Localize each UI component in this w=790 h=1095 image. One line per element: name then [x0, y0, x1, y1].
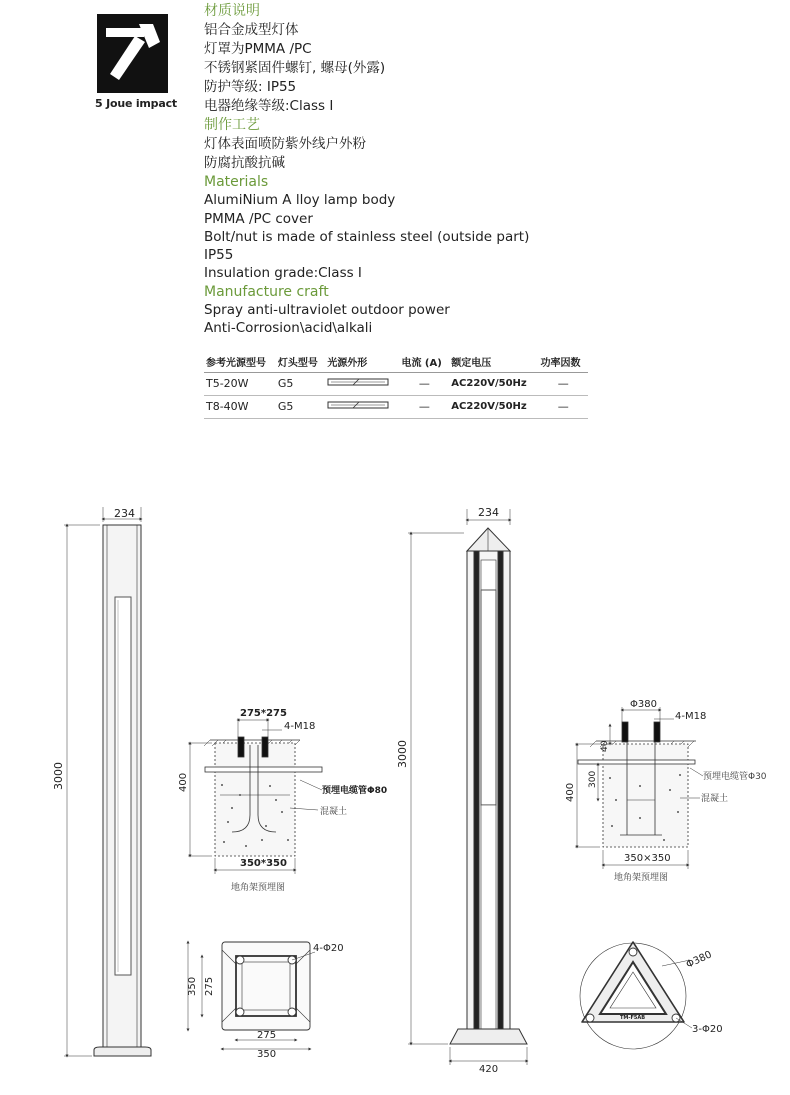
column-header: 参考光源型号 — [204, 352, 276, 373]
cn-material-line: 铝合金成型灯体 — [204, 22, 299, 38]
en-craft-line: Anti-Corrosion\acid\alkali — [204, 320, 373, 337]
plate-1-inner-w: 275 — [257, 1030, 277, 1041]
cn-craft-line: 防腐抗酸抗碱 — [204, 155, 285, 171]
cn-material-line: 不锈钢紧固件螺钉, 螺母(外露) — [204, 60, 386, 76]
en-material-line: IP55 — [204, 247, 234, 264]
en-material-line: AlumiNium A lloy lamp body — [204, 192, 396, 209]
foundation-1-base-dim: 350*350 — [240, 858, 287, 869]
pole-2-elevation — [408, 509, 527, 1065]
column-header: 功率因数 — [539, 352, 588, 373]
en-material-line: PMMA /PC cover — [204, 210, 313, 227]
pole-2-height-dim: 3000 — [396, 740, 409, 768]
table-cell: AC220V/50Hz — [449, 396, 538, 419]
table-cell: — — [539, 396, 588, 419]
en-material-line: Insulation grade:Class I — [204, 265, 362, 282]
cn-craft-heading: 制作工艺 — [204, 117, 260, 133]
logo-caption: 5 Joue impact — [95, 97, 177, 110]
pole-1-elevation — [64, 507, 151, 1056]
foundation-1-depth-dim: 400 — [178, 772, 189, 792]
cn-material-line: 灯罩为PMMA /PC — [204, 41, 312, 57]
foundation-1-pipe-label: 预埋电缆管Φ80 — [322, 786, 388, 796]
foundation-2-small-dim: 40 — [600, 740, 610, 752]
foundation-1-caption: 地角架预埋图 — [231, 883, 286, 893]
plate-1-outer-h: 350 — [187, 976, 198, 996]
foundation-2-depth-dim: 400 — [565, 782, 576, 802]
plate-2-inner-text: TM-F5AB — [620, 1015, 646, 1021]
column-header: 电流 (A) — [399, 352, 449, 373]
plate-1-holes-label: 4-Φ20 — [313, 943, 344, 954]
en-craft-heading: Manufacture craft — [204, 283, 329, 300]
foundation-2-top-dim: Φ380 — [630, 699, 657, 710]
foundation-1-section — [188, 718, 322, 874]
foundation-1-concrete-label: 混凝土 — [320, 807, 348, 817]
cn-materials-heading: 材质说明 — [204, 3, 260, 19]
table-cell: G5 — [276, 396, 325, 419]
foundation-2-pipe-label: 预埋电缆管Φ30 — [703, 772, 767, 782]
table-cell: AC220V/50Hz — [449, 373, 538, 396]
foundation-1-bolt-label: 4-M18 — [284, 721, 316, 732]
cn-material-line: 防护等级: IP55 — [204, 79, 297, 95]
column-header: 灯头型号 — [276, 352, 325, 373]
cn-craft-line: 灯体表面喷防紫外线户外粉 — [204, 136, 366, 152]
plate-1-inner-h: 275 — [204, 976, 215, 996]
table-cell: G5 — [276, 373, 325, 396]
en-material-line: Bolt/nut is made of stainless steel (outside part) — [204, 228, 530, 245]
plate-2-circle-label: Φ380 — [684, 949, 714, 971]
pole-1-height-dim: 3000 — [52, 762, 65, 790]
plate-1-outer-w: 350 — [257, 1049, 277, 1060]
en-materials-heading: Materials — [204, 174, 269, 190]
table-cell: — — [539, 373, 588, 396]
foundation-2-concrete-label: 混凝土 — [701, 794, 729, 804]
column-header: 光源外形 — [325, 352, 399, 373]
table-cell: T8-40W — [204, 396, 276, 419]
foundation-2-base-dim: 350×350 — [624, 853, 671, 864]
cn-material-line: 电器绝缘等级:Class I — [204, 98, 334, 114]
foundation-2-bolt-label: 4-M18 — [675, 711, 707, 722]
pole-2-base-width-dim: 420 — [479, 1064, 499, 1075]
plate-2-holes-label: 3-Φ20 — [692, 1024, 723, 1035]
base-plate-2 — [580, 942, 692, 1049]
foundation-2-caption: 地角架预埋图 — [614, 873, 669, 883]
foundation-1-top-dim: 275*275 — [240, 708, 287, 719]
table-cell: T5-20W — [204, 373, 276, 396]
pole-1-width-dim: 234 — [114, 507, 135, 520]
table-cell: — — [399, 396, 449, 419]
pole-2-width-dim: 234 — [478, 506, 499, 519]
en-craft-line: Spray anti-ultraviolet outdoor power — [204, 302, 450, 319]
table-cell: — — [399, 373, 449, 396]
column-header: 额定电压 — [449, 352, 538, 373]
foundation-2-inner-depth: 300 — [588, 770, 598, 788]
